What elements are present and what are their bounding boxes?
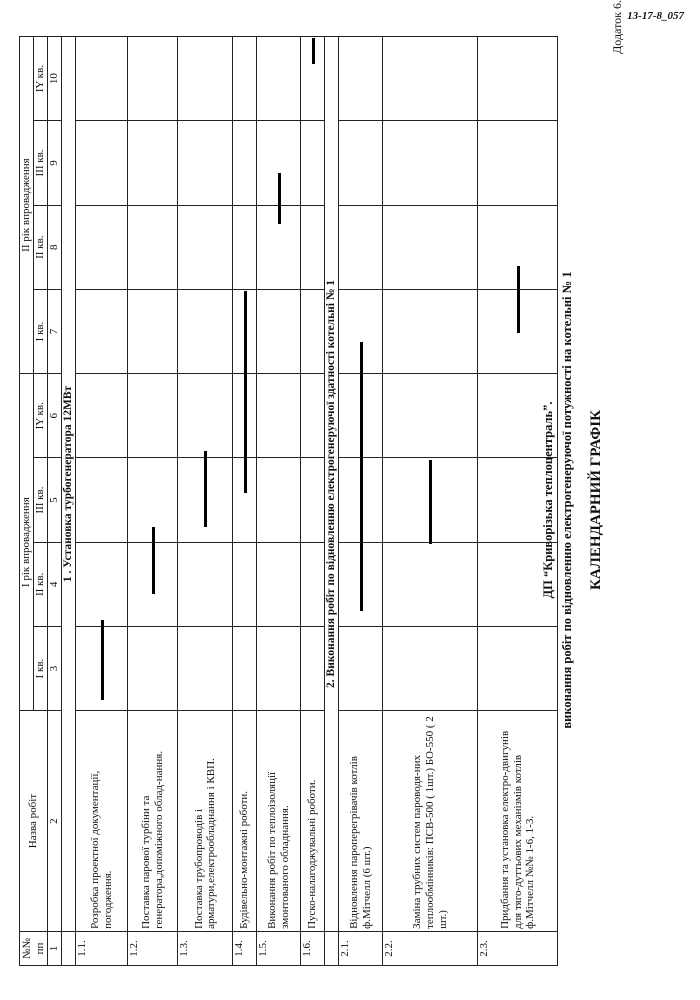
schedule-bar — [204, 451, 207, 459]
column-number: 5 — [48, 458, 62, 542]
quarter-cell — [233, 458, 257, 542]
quarter-cell — [301, 289, 325, 373]
schedule-bar — [204, 456, 207, 527]
column-number: 10 — [48, 37, 62, 121]
header-num: №№ пп — [20, 931, 48, 965]
quarter-cell — [178, 205, 233, 289]
schedule-table — [19, 36, 558, 966]
quarter-cell — [233, 289, 257, 373]
quarter-cell — [339, 374, 383, 458]
quarter-cell — [76, 37, 128, 121]
quarter-cell — [383, 121, 478, 205]
header-name: Назва робіт — [20, 711, 48, 932]
table-row — [233, 37, 257, 966]
quarter-cell — [301, 374, 325, 458]
task-name: Розробка проектної документації, погодження. — [76, 711, 128, 932]
annex-label: Додаток 6. — [610, 0, 624, 54]
table-row — [301, 37, 325, 966]
task-name: Відновлення пароперегрівачів котлів ф.Мітчелл (6 шт.) — [339, 711, 383, 932]
quarter-cell — [178, 374, 233, 458]
row-number: 1.3. — [178, 931, 233, 965]
quarter-cell — [339, 626, 383, 710]
row-number: 1.4. — [233, 931, 257, 965]
header-quarter: ІY кв. — [34, 37, 48, 121]
quarter-cell — [478, 289, 558, 373]
quarter-cell — [257, 542, 301, 626]
schedule-bar — [360, 456, 363, 544]
row-number: 2.1. — [339, 931, 383, 965]
schedule-bar — [360, 342, 363, 376]
quarter-cell — [301, 37, 325, 121]
header-year-1: І рік впровадження — [20, 374, 34, 711]
quarter-cell — [301, 121, 325, 205]
schedule-bar — [152, 540, 155, 594]
row-number: 2.2. — [383, 931, 478, 965]
column-number: 1 — [48, 931, 62, 965]
column-number: 6 — [48, 374, 62, 458]
task-name: Пуско-налагоджувальні роботи. — [301, 711, 325, 932]
table-row — [178, 37, 233, 966]
quarter-cell — [383, 205, 478, 289]
schedule-bar — [360, 371, 363, 459]
quarter-cell — [257, 626, 301, 710]
column-number: 3 — [48, 626, 62, 710]
column-number: 2 — [48, 711, 62, 932]
schedule-bar — [278, 173, 281, 207]
schedule-bar — [244, 456, 247, 494]
quarter-cell — [257, 289, 301, 373]
quarter-cell — [478, 374, 558, 458]
column-number: 9 — [48, 121, 62, 205]
task-name: Заміна трубних систем пароводя-них теплообмінників: ПСВ-500 ( 1шт.) БО-550 ( 2 шт.) — [383, 711, 478, 932]
task-name: Поставка парової турбіни та генератора,допоміжного облад-нання. — [128, 711, 178, 932]
header-quarter: ІY кв. — [34, 374, 48, 458]
quarter-cell — [233, 542, 257, 626]
document-subtitle-2: ДП “Криворізька теплоцентраль”. — [541, 401, 555, 599]
schedule-bar — [152, 527, 155, 544]
schedule-bar — [312, 38, 315, 63]
table-row — [478, 37, 558, 966]
quarter-cell — [339, 205, 383, 289]
document-subtitle-1: виконання робіт по відновленню електрогенеруючої потужності на котельні № 1 — [560, 271, 574, 729]
row-number: 2.3. — [478, 931, 558, 965]
quarter-cell — [339, 37, 383, 121]
quarter-cell — [233, 374, 257, 458]
quarter-cell — [178, 542, 233, 626]
quarter-cell — [128, 289, 178, 373]
table-row — [383, 37, 478, 966]
quarter-cell — [478, 542, 558, 626]
quarter-cell — [178, 37, 233, 121]
quarter-cell — [76, 458, 128, 542]
header-quarter: І кв. — [34, 626, 48, 710]
quarter-cell — [76, 374, 128, 458]
column-number: 7 — [48, 289, 62, 373]
quarter-cell — [301, 458, 325, 542]
task-name: Придбання та установка електро-двигунів для тяго-дуттьових механізмів котлів ф.Мітчелл №№ 1-6, 1-3. — [478, 711, 558, 932]
header-year-2: ІІ рік впровадження — [20, 37, 34, 374]
quarter-cell — [301, 626, 325, 710]
schedule-bar — [517, 266, 520, 291]
quarter-cell — [383, 289, 478, 373]
task-name: Поставка трубопроводів і арматури,електрообладнання і КВП. — [178, 711, 233, 932]
quarter-cell — [383, 374, 478, 458]
quarter-cell — [301, 205, 325, 289]
quarter-cell — [257, 458, 301, 542]
quarter-cell — [128, 374, 178, 458]
quarter-cell — [128, 458, 178, 542]
schedule-bar — [101, 624, 104, 699]
quarter-cell — [383, 37, 478, 121]
schedule-bar — [360, 540, 363, 611]
quarter-cell — [128, 121, 178, 205]
quarter-cell — [257, 121, 301, 205]
header-quarter: ІІ кв. — [34, 542, 48, 626]
quarter-cell — [257, 205, 301, 289]
quarter-cell — [128, 626, 178, 710]
quarter-cell — [339, 458, 383, 542]
quarter-cell — [76, 542, 128, 626]
row-number: 1.2. — [128, 931, 178, 965]
quarter-cell — [383, 626, 478, 710]
quarter-cell — [178, 626, 233, 710]
quarter-cell — [383, 542, 478, 626]
quarter-cell — [233, 626, 257, 710]
document-title: КАЛЕНДАРНИЙ ГРАФІК — [588, 410, 604, 590]
quarter-cell — [178, 121, 233, 205]
quarter-cell — [339, 121, 383, 205]
quarter-cell — [257, 37, 301, 121]
quarter-cell — [383, 458, 478, 542]
quarter-cell — [301, 542, 325, 626]
quarter-cell — [233, 121, 257, 205]
section-2-title: 2. Виконання робіт по відновленню електрогенеруючої здатності котельні № 1 — [325, 37, 339, 932]
quarter-cell — [76, 289, 128, 373]
schedule-bar — [517, 287, 520, 333]
row-number: 1.1. — [76, 931, 128, 965]
quarter-cell — [257, 374, 301, 458]
schedule-bar — [244, 371, 247, 459]
schedule-bar — [429, 460, 432, 544]
quarter-cell — [339, 289, 383, 373]
quarter-cell — [478, 458, 558, 542]
row-number: 1.6. — [301, 931, 325, 965]
header-quarter: ІІ кв. — [34, 205, 48, 289]
table-row — [257, 37, 301, 966]
header-quarter: ІІІ кв. — [34, 458, 48, 542]
table-row — [339, 37, 383, 966]
table-row — [128, 37, 178, 966]
quarter-cell — [128, 37, 178, 121]
task-name: Виконання робіт по теплоізоляції змонтованого обладнання. — [257, 711, 301, 932]
header-quarter: ІІІ кв. — [34, 121, 48, 205]
quarter-cell — [478, 121, 558, 205]
section-1-title: 1 . Установка турбогенератора 12МВт — [62, 37, 76, 932]
quarter-cell — [76, 205, 128, 289]
schedule-bar — [101, 620, 104, 628]
quarter-cell — [178, 289, 233, 373]
row-number: 1.5. — [257, 931, 301, 965]
quarter-cell — [178, 458, 233, 542]
quarter-cell — [233, 37, 257, 121]
quarter-cell — [478, 205, 558, 289]
document-code: 13-17-8_057 — [627, 10, 684, 22]
quarter-cell — [339, 542, 383, 626]
task-name: Будівельно-монтажні роботи. — [233, 711, 257, 932]
quarter-cell — [128, 205, 178, 289]
header-quarter: І кв. — [34, 289, 48, 373]
quarter-cell — [478, 37, 558, 121]
quarter-cell — [76, 626, 128, 710]
column-number: 8 — [48, 205, 62, 289]
schedule-bar — [244, 291, 247, 375]
quarter-cell — [478, 626, 558, 710]
quarter-cell — [76, 121, 128, 205]
quarter-cell — [128, 542, 178, 626]
table-row — [76, 37, 128, 966]
column-number: 4 — [48, 542, 62, 626]
quarter-cell — [233, 205, 257, 289]
